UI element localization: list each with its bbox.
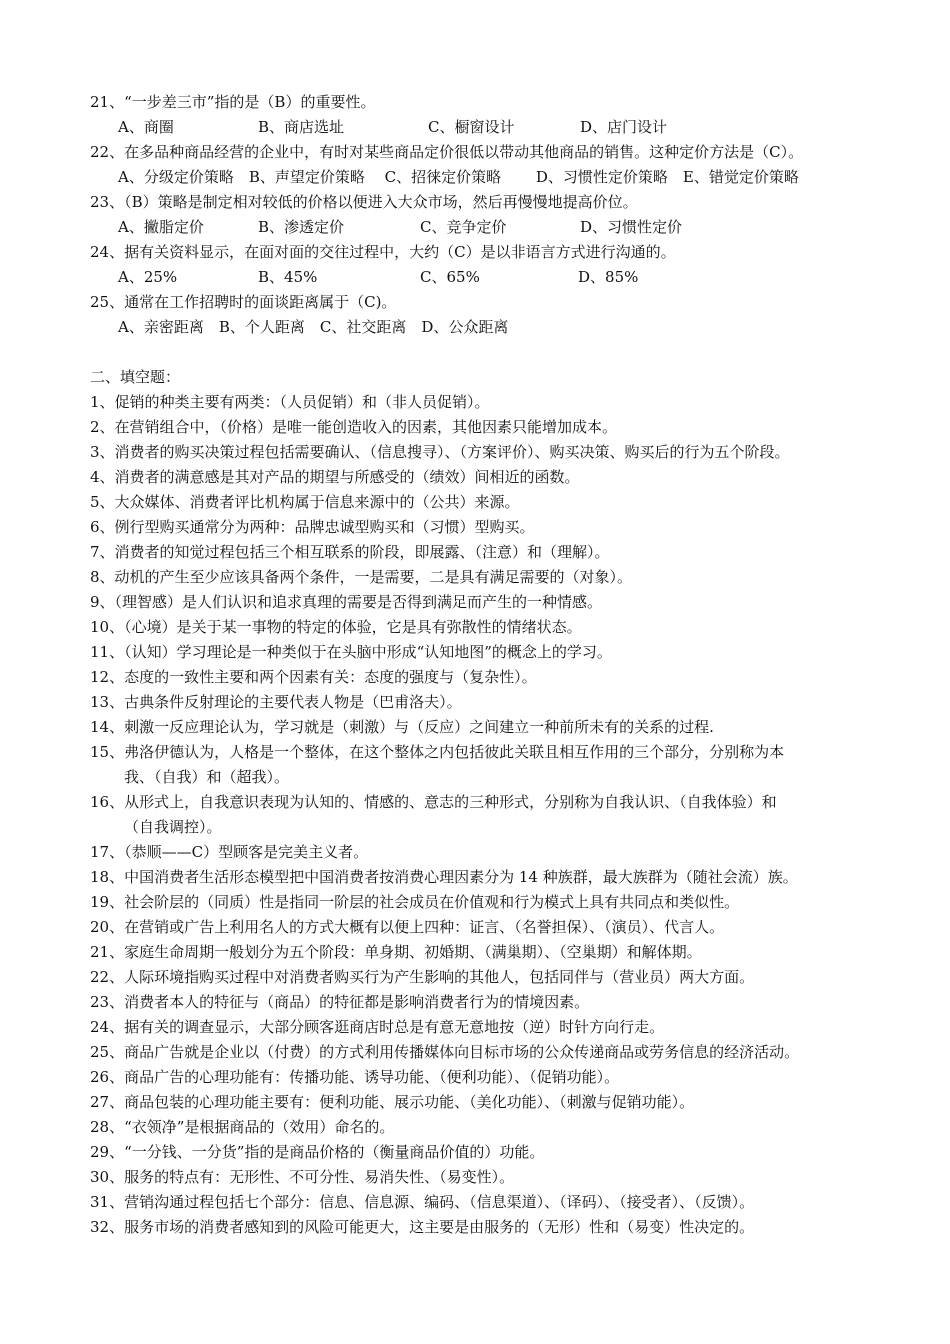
spacer xyxy=(90,340,880,365)
fill-item-9: 9、（理智感）是人们认识和追求真理的需要是否得到满足而产生的一种情感。 xyxy=(90,593,603,611)
fill-item-29: 29、“一分钱、一分货”指的是商品价格的（衡量商品价值的）功能。 xyxy=(90,1143,545,1161)
option-d: D、85% xyxy=(578,268,639,286)
fill-item-4: 4、消费者的满意感是其对产品的期望与所感受的（绩效）间相近的函数。 xyxy=(90,468,580,486)
option-d: D、店门设计 xyxy=(580,118,668,136)
fill-item-10: 10、（心境）是关于某一事物的特定的体验，它是具有弥散性的情绪状态。 xyxy=(90,618,582,636)
fill-item-27: 27、商品包装的心理功能主要有：便利功能、展示功能、（美化功能）、（刺激与促销功能）。 xyxy=(90,1093,695,1111)
fill-item-20: 20、在营销或广告上利用名人的方式大概有以便上四种：证言、（名誉担保）、（演员）、代言人。 xyxy=(90,918,725,936)
fill-item-22: 22、人际环境指购买过程中对消费者购买行为产生影响的其他人，包括同伴与（营业员）两大方面。 xyxy=(90,968,755,986)
fill-item-2: 2、在营销组合中，（价格）是唯一能创造收入的因素，其他因素只能增加成本。 xyxy=(90,418,618,436)
option-d: D、习惯性定价 xyxy=(580,218,683,236)
fill-item-15: 15、弗洛伊德认为，人格是一个整体，在这个整体之内包括彼此关联且相互作用的三个部分，分别称为本 xyxy=(90,743,785,761)
fill-item-6: 6、例行型购买通常分为两种：品牌忠诚型购买和（习惯）型购买。 xyxy=(90,518,535,536)
fill-item-23: 23、消费者本人的特征与（商品）的特征都是影响消费者行为的情境因素。 xyxy=(90,993,590,1011)
question-22: 22、在多品种商品经营的企业中，有时对某些商品定价很低以带动其他商品的销售。这种定价方法是（C）。 xyxy=(90,143,804,161)
fill-item-28: 28、“衣领净”是根据商品的（效用）命名的。 xyxy=(90,1118,395,1136)
fill-item-21: 21、家庭生命周期一般划分为五个阶段：单身期、初婚期、（满巢期）、（空巢期）和解体期。 xyxy=(90,943,702,961)
fill-item-32: 32、服务市场的消费者感知到的风险可能更大，这主要是由服务的（无形）性和（易变）性决定的。 xyxy=(90,1218,755,1236)
question-23-options xyxy=(90,215,880,240)
option-a: A、商圈 xyxy=(118,118,174,136)
fill-item-12: 12、态度的一致性主要和两个因素有关：态度的强度与（复杂性）。 xyxy=(90,668,537,686)
fill-item-30: 30、服务的特点有：无形性、不可分性、易消失性、（易变性）。 xyxy=(90,1168,515,1186)
question-24-options xyxy=(90,265,880,290)
fill-item-11: 11、（认知）学习理论是一种类似于在头脑中形成“认知地图”的概念上的学习。 xyxy=(90,643,612,661)
fill-item-24: 24、据有关的调查显示，大部分顾客逛商店时总是有意无意地按（逆）时针方向行走。 xyxy=(90,1018,665,1036)
document-content xyxy=(90,90,880,1240)
option-b: B、商店选址 xyxy=(258,118,345,136)
option-c: C、竞争定价 xyxy=(420,218,507,236)
fill-item-26: 26、商品广告的心理功能有：传播功能、诱导功能、（便利功能）、（促销功能）。 xyxy=(90,1068,620,1086)
option-a: A、撇脂定价 xyxy=(118,218,204,236)
question-21: 21、“一步差三市”指的是（B）的重要性。 xyxy=(90,93,376,111)
fill-item-3: 3、消费者的购买决策过程包括需要确认、（信息搜寻）、（方案评价）、购买决策、购买后的行为五个阶段。 xyxy=(90,443,790,461)
option-c: C、65% xyxy=(420,268,480,286)
question-25: 25、通常在工作招聘时的面谈距离属于（C)。 xyxy=(90,293,397,311)
section-heading: 二、填空题： xyxy=(90,368,181,386)
fill-item-14: 14、刺激一反应理论认为，学习就是（刺激）与（反应）之间建立一种前所未有的关系的过程. xyxy=(90,718,714,736)
fill-item-1: 1、促销的种类主要有两类：（人员促销）和（非人员促销）。 xyxy=(90,393,490,411)
fill-item-19: 19、社会阶层的（同质）性是指同一阶层的社会成员在价值观和行为模式上具有共同点和类似性。 xyxy=(90,893,740,911)
fill-item-7: 7、消费者的知觉过程包括三个相互联系的阶段，即展露、（注意）和（理解）。 xyxy=(90,543,610,561)
fill-item-31: 31、营销沟通过程包括七个部分：信息、信息源、编码、（信息渠道）、（译码）、（接受者）、（反馈）。 xyxy=(90,1193,755,1211)
option-b: B、渗透定价 xyxy=(258,218,345,236)
question-24: 24、据有关资料显示，在面对面的交往过程中，大约（C）是以非语言方式进行沟通的。 xyxy=(90,243,676,261)
question-21-options xyxy=(90,115,880,140)
fill-item-17: 17、（恭顺——C）型顾客是完美主义者。 xyxy=(90,843,369,861)
option-c: C、橱窗设计 xyxy=(428,118,515,136)
question-25-options: A、亲密距离 B、个人距离 C、社交距离 D、公众距离 xyxy=(118,318,509,336)
question-23: 23、（B）策略是制定相对较低的价格以便进入大众市场，然后再慢慢地提高价位。 xyxy=(90,193,638,211)
fill-item-13: 13、古典条件反射理论的主要代表人物是（巴甫洛夫）。 xyxy=(90,693,462,711)
fill-item-18: 18、中国消费者生活形态模型把中国消费者按消费心理因素分为 14 种族群，最大族群为（随社会流）族。 xyxy=(90,868,798,886)
fill-item-8: 8、动机的产生至少应该具备两个条件，一是需要，二是具有满足需要的（对象）。 xyxy=(90,568,633,586)
option-a: A、25% xyxy=(118,268,178,286)
option-b: B、45% xyxy=(258,268,318,286)
fill-item-5: 5、大众媒体、消费者评比机构属于信息来源中的（公共）来源。 xyxy=(90,493,520,511)
fill-item-16-cont: （自我调控）。 xyxy=(124,818,222,836)
fill-item-16: 16、从形式上，自我意识表现为认知的、情感的、意志的三种形式，分别称为自我认识、（自我体验）和 xyxy=(90,793,777,811)
fill-item-15-cont: 我、（自我）和（超我）。 xyxy=(124,768,290,786)
question-22-options: A、分级定价策略 B、声望定价策略 C、招徕定价策略 D、习惯性定价策略 E、错觉定价策略 xyxy=(118,168,799,186)
fill-item-25: 25、商品广告就是企业以（付费）的方式利用传播媒体向目标市场的公众传递商品或劳务信息的经济活动。 xyxy=(90,1043,800,1061)
